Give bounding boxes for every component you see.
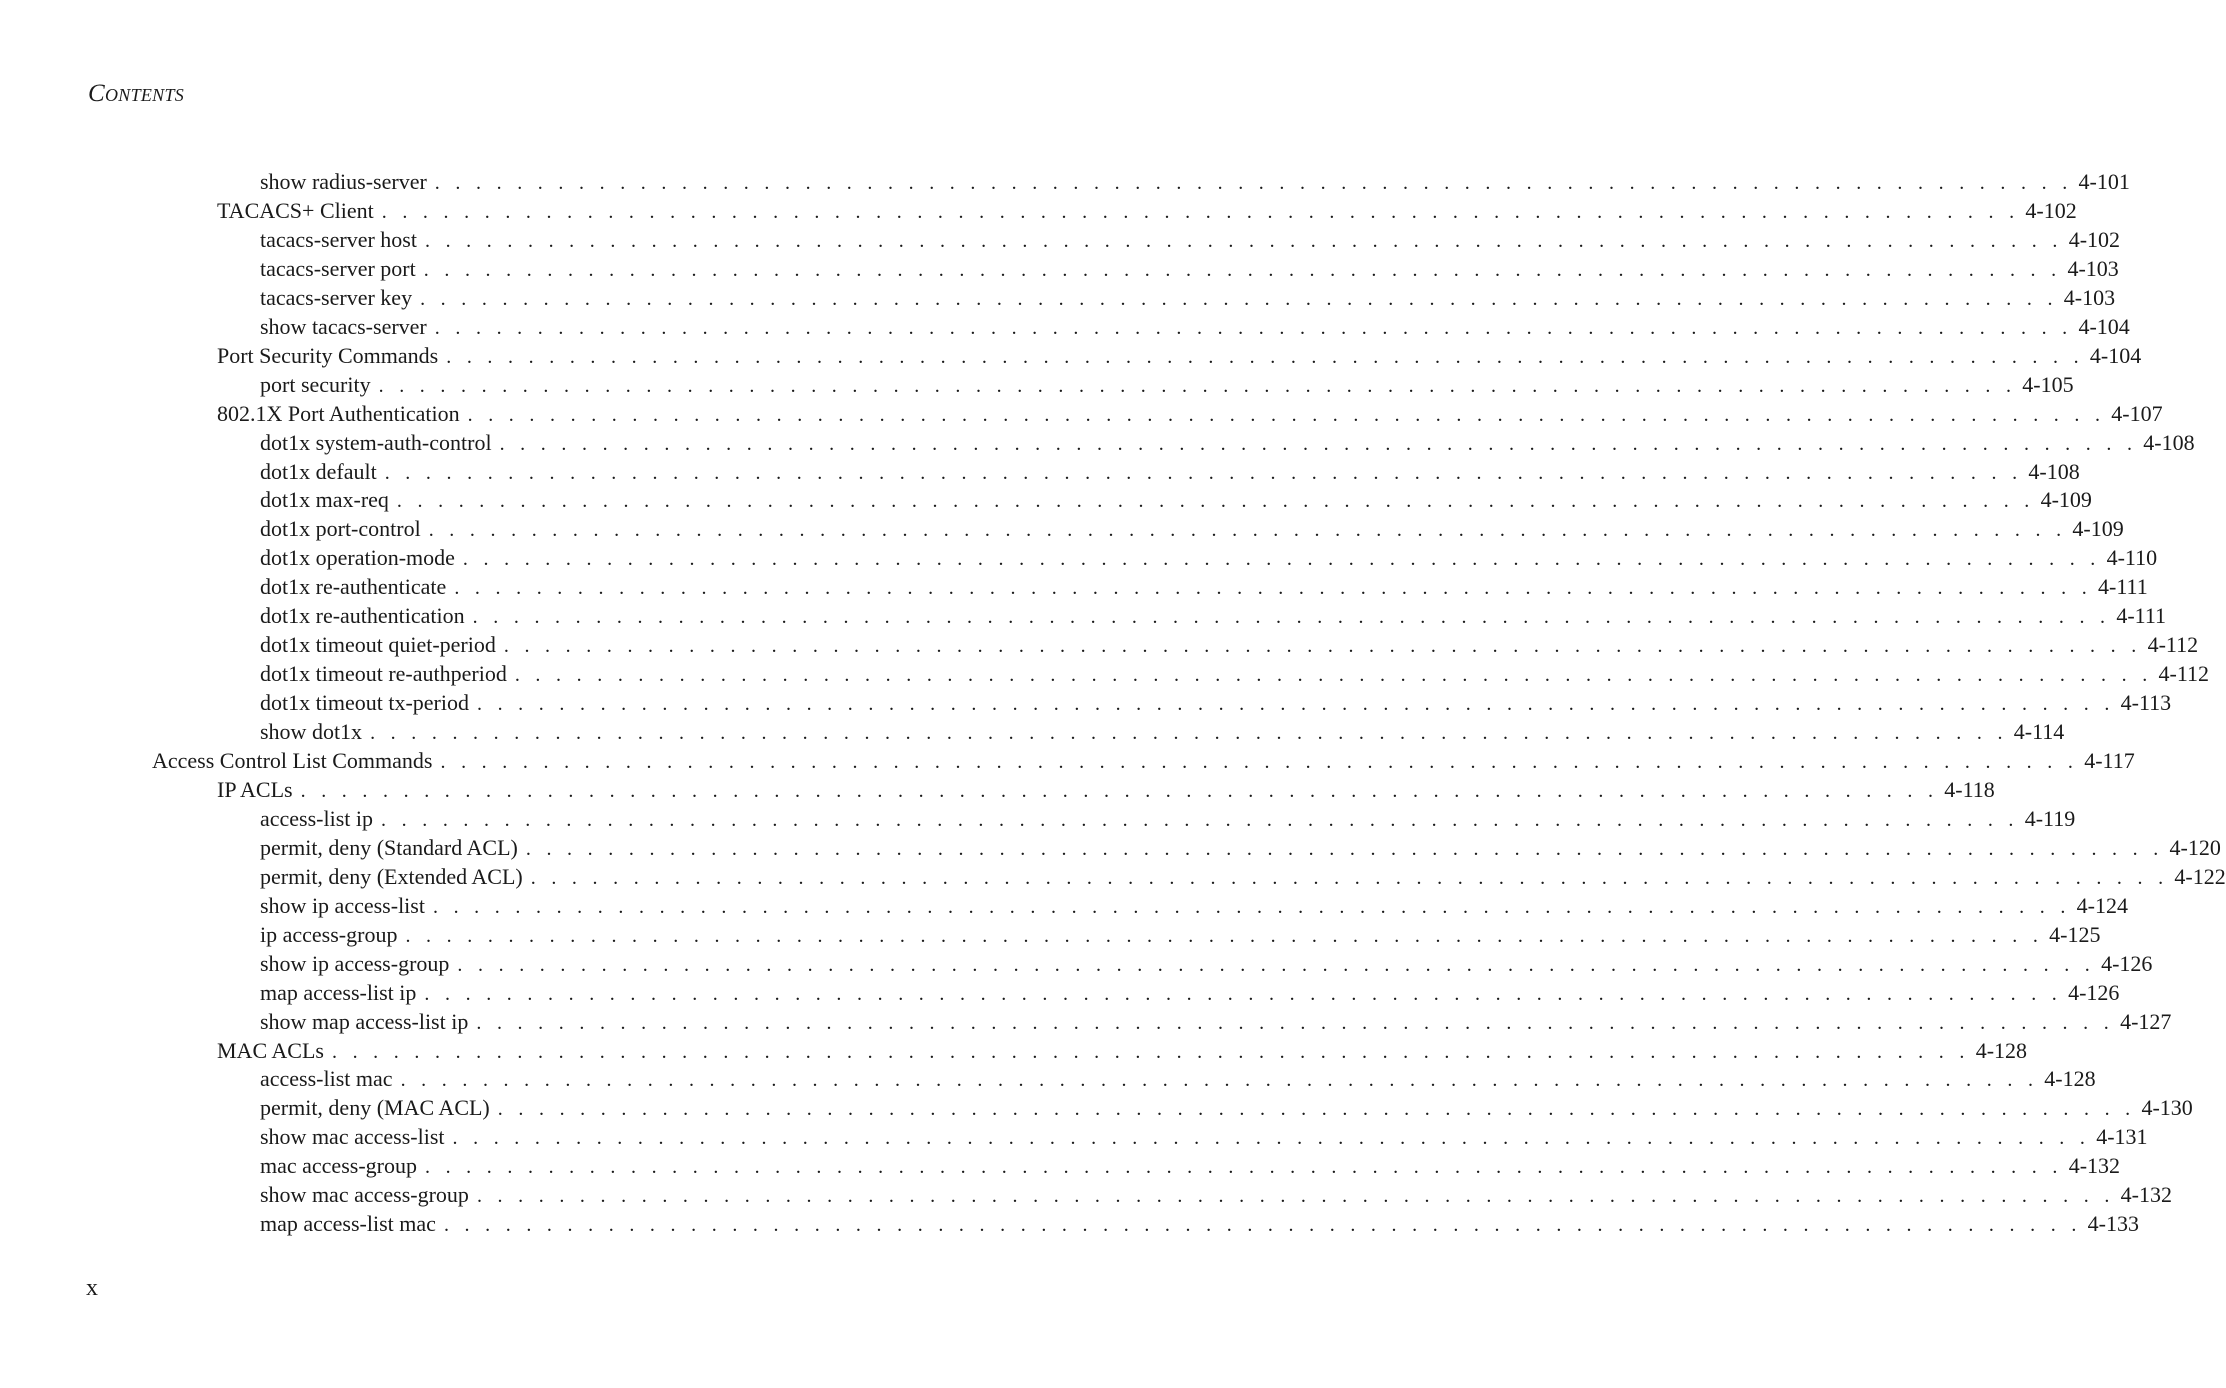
toc-entry[interactable] <box>260 717 2065 746</box>
toc-entry-page: 4-110 <box>2106 545 2158 571</box>
toc-entry-page: 4-109 <box>2072 516 2124 542</box>
toc-entry-page: 4-103 <box>2063 284 2116 310</box>
toc-dot-leader: . . . . . . . . . . . . . . . . . . . . . . . . . . . . . . . . . . . . . . . . . . . . . . . . . . . . . . . . . . . . . . . . . . . . . . . . . . . . . . . . <box>440 751 2079 773</box>
toc-entry-page: 4-120 <box>2169 834 2221 860</box>
toc-dot-leader: . . . . . . . . . . . . . . . . . . . . . . . . . . . . . . . . . . . . . . . . . . . . . . . . . . . . . . . . . . . . . . . . . . . . . . . . . . . . . . . . <box>434 172 2073 194</box>
toc-entry-label: dot1x default <box>260 458 377 484</box>
toc-entry[interactable] <box>260 254 2119 283</box>
toc-dot-leader: . . . . . . . . . . . . . . . . . . . . . . . . . . . . . . . . . . . . . . . . . . . . . . . . . . . . . . . . . . . . . . . . . . . . . . . . . . . . . . . . <box>467 403 2106 426</box>
toc-dot-leader: . . . . . . . . . . . . . . . . . . . . . . . . . . . . . . . . . . . . . . . . . . . . . . . . . . . . . . . . . . . . . . . . . . . . . . . . . . . . . . . . <box>503 635 2142 658</box>
toc-entry-label: show map access-list ip <box>260 1008 469 1034</box>
toc-dot-leader: . . . . . . . . . . . . . . . . . . . . . . . . . . . . . . . . . . . . . . . . . . . . . . . . . . . . . . . . . . . . . . . . . . . . . . . . . . . . . . . . <box>423 258 2062 281</box>
toc-entry-label: map access-list ip <box>260 979 417 1005</box>
toc-entry-label: show dot1x <box>260 719 363 745</box>
toc-entry-page: 4-119 <box>2024 805 2076 831</box>
toc-dot-leader: . . . . . . . . . . . . . . . . . . . . . . . . . . . . . . . . . . . . . . . . . . . . . . . . . . . . . . . . . . . . . . . . . . . . . . . . . . . . . . . . <box>454 577 2093 600</box>
toc-entry-page: 4-125 <box>2049 921 2101 947</box>
toc-entry[interactable] <box>260 862 2226 891</box>
toc-entry[interactable] <box>260 1151 2121 1180</box>
toc-dot-leader: . . . . . . . . . . . . . . . . . . . . . . . . . . . . . . . . . . . . . . . . . . . . . . . . . . . . . . . . . . . . . . . . . . . . . . . . . . . . . . . . <box>432 895 2071 918</box>
toc-entry-label: show ip access-list <box>260 892 425 918</box>
toc-entry[interactable] <box>260 978 2120 1007</box>
toc-dot-leader: . . . . . . . . . . . . . . . . . . . . . . . . . . . . . . . . . . . . . . . . . . . . . . . . . . . . . . . . . . . . . . . . . . . . . . . . . . . . . . . . <box>370 722 2008 745</box>
toc-entry-page: 4-108 <box>2143 429 2195 455</box>
toc-entry[interactable] <box>260 630 2199 659</box>
toc-entry-page: 4-122 <box>2174 863 2226 889</box>
toc-entry-page: 4-127 <box>2120 1008 2172 1034</box>
toc-dot-leader: . . . . . . . . . . . . . . . . . . . . . . . . . . . . . . . . . . . . . . . . . . . . . . . . . . . . . . . . . . . . . . . . . . . . . . . . . . . . . . . . <box>396 490 2035 513</box>
toc-entry-page: 4-102 <box>2068 226 2121 252</box>
toc-entry-label: dot1x timeout re-authperiod <box>260 661 507 687</box>
toc-entry-label: IP ACLs <box>217 776 293 802</box>
toc-entry[interactable] <box>260 370 2074 399</box>
toc-dot-leader: . . . . . . . . . . . . . . . . . . . . . . . . . . . . . . . . . . . . . . . . . . . . . . . . . . . . . . . . . . . . . . . . . . . . . . . . . . . . . . . . <box>476 1185 2115 1208</box>
toc-entry[interactable] <box>217 341 2142 370</box>
toc-dot-leader: . . . . . . . . . . . . . . . . . . . . . . . . . . . . . . . . . . . . . . . . . . . . . . . . . . . . . . . . . . . . . . . . . . . . . . . . . . . . . . . . <box>497 1098 2136 1121</box>
toc-entry[interactable] <box>260 225 2121 254</box>
toc-entry[interactable] <box>217 399 2163 428</box>
toc-entry-label: show radius-server <box>260 169 427 194</box>
toc-entry-page: 4-133 <box>2087 1211 2139 1237</box>
toc-entry-page: 4-132 <box>2120 1182 2172 1208</box>
toc-entry-label: map access-list mac <box>260 1211 436 1237</box>
toc-entry-label: port security <box>260 371 371 397</box>
toc-entry-label: tacacs-server key <box>260 284 413 310</box>
toc-entry-page: 4-107 <box>2111 400 2163 426</box>
toc-dot-leader: . . . . . . . . . . . . . . . . . . . . . . . . . . . . . . . . . . . . . . . . . . . . . . . . . . . . . . . . . . . . . . . . . . . . . . . . . . . . . . . . <box>530 866 2169 889</box>
toc-dot-leader: . . . . . . . . . . . . . . . . . . . . . . . . . . . . . . . . . . . . . . . . . . . . . . . . . . . . . . . . . . . . . . . . . . . . . . . . . . . . . . . . <box>514 664 2153 687</box>
toc-entry-label: mac access-group <box>260 1153 417 1179</box>
toc-dot-leader: . . . . . . . . . . . . . . . . . . . . . . . . . . . . . . . . . . . . . . . . . . . . . . . . . . . . . . . . . . . . . . . . . . . . . . . . . . . . . . . . <box>434 316 2073 339</box>
toc-entry-page: 4-124 <box>2076 892 2128 918</box>
toc-entry-page: 4-128 <box>2044 1066 2096 1092</box>
toc-dot-leader: . . . . . . . . . . . . . . . . . . . . . . . . . . . . . . . . . . . . . . . . . . . . . . . . . . . . . . . . . . . . . . . . . . . . . . . . . . . . . . . . <box>300 779 1939 802</box>
toc-entry-label: Access Control List Commands <box>152 748 433 773</box>
toc-entry-page: 4-130 <box>2141 1095 2193 1121</box>
toc-dot-leader: . . . . . . . . . . . . . . . . . . . . . . . . . . . . . . . . . . . . . . . . . . . . . . . . . . . . . . . . . . . . . . . . . . . . . . . . . . . . . . . . <box>443 1214 2082 1237</box>
toc-entry[interactable] <box>260 1209 2139 1238</box>
toc-entry-label: MAC ACLs <box>217 1037 324 1063</box>
toc-entry[interactable] <box>260 1180 2172 1209</box>
toc-entry-page: 4-108 <box>2028 458 2080 484</box>
toc-entry-page: 4-131 <box>2096 1124 2148 1150</box>
toc-entry[interactable] <box>260 1007 2172 1036</box>
toc-dot-leader: . . . . . . . . . . . . . . . . . . . . . . . . . . . . . . . . . . . . . . . . . . . . . . . . . . . . . . . . . . . . . . . . . . . . . . . . . . . . . . . . <box>378 374 2017 397</box>
toc-entry[interactable] <box>260 659 2210 688</box>
toc-dot-leader: . . . . . . . . . . . . . . . . . . . . . . . . . . . . . . . . . . . . . . . . . . . . . . . . . . . . . . . . . . . . . . . . . . . . . . . . . . . . . . . . <box>424 229 2063 252</box>
toc-entry[interactable] <box>260 804 2076 833</box>
toc-entry-page: 4-114 <box>2013 719 2065 745</box>
toc-entry-page: 4-112 <box>2158 661 2210 687</box>
toc-dot-leader: . . . . . . . . . . . . . . . . . . . . . . . . . . . . . . . . . . . . . . . . . . . . . . . . . . . . . . . . . . . . . . . . . . . . . . . . . . . . . . . . <box>381 200 2020 223</box>
toc-entry-label: show mac access-group <box>260 1182 469 1208</box>
toc-dot-leader: . . . . . . . . . . . . . . . . . . . . . . . . . . . . . . . . . . . . . . . . . . . . . . . . . . . . . . . . . . . . . . . . . . . . . . . . . . . . . . . . <box>420 287 2058 310</box>
toc-entry[interactable] <box>260 485 2092 514</box>
toc-entry-page: 4-132 <box>2068 1153 2121 1179</box>
toc-entry-label: dot1x timeout tx-period <box>260 690 469 716</box>
toc-entry-page: 4-111 <box>2098 574 2148 600</box>
toc-entry-label: Port Security Commands <box>217 342 439 368</box>
toc-entry[interactable] <box>260 514 2124 543</box>
toc-entry[interactable] <box>260 920 2101 949</box>
toc-dot-leader: . . . . . . . . . . . . . . . . . . . . . . . . . . . . . . . . . . . . . . . . . . . . . . . . . . . . . . . . . . . . . . . . . . . . . . . . . . . . . . . . <box>331 1040 1970 1063</box>
toc-entry-page: 4-113 <box>2120 690 2172 716</box>
toc-entry[interactable] <box>260 283 2116 312</box>
toc-entry-label: dot1x re-authenticate <box>260 574 447 600</box>
toc-entry-label: access-list mac <box>260 1066 393 1092</box>
toc-entry[interactable] <box>260 167 2130 196</box>
toc-dot-leader: . . . . . . . . . . . . . . . . . . . . . . . . . . . . . . . . . . . . . . . . . . . . . . . . . . . . . . . . . . . . . . . . . . . . . . . . . . . . . . . . <box>457 953 2096 976</box>
toc-entry[interactable] <box>260 1064 2096 1093</box>
toc-entry[interactable] <box>260 688 2172 717</box>
toc-entry-page: 4-105 <box>2022 371 2074 397</box>
toc-dot-leader: . . . . . . . . . . . . . . . . . . . . . . . . . . . . . . . . . . . . . . . . . . . . . . . . . . . . . . . . . . . . . . . . . . . . . . . . . . . . . . . . <box>476 693 2115 716</box>
toc-entry[interactable] <box>152 746 2135 775</box>
toc-entry[interactable] <box>260 833 2221 862</box>
toc-entry[interactable] <box>260 891 2128 920</box>
toc-dot-leader: . . . . . . . . . . . . . . . . . . . . . . . . . . . . . . . . . . . . . . . . . . . . . . . . . . . . . . . . . . . . . . . . . . . . . . . . . . . . . . . . <box>446 345 2084 368</box>
toc-entry-label: tacacs-server port <box>260 255 416 281</box>
toc-entry-label: show tacacs-server <box>260 313 427 339</box>
toc-dot-leader: . . . . . . . . . . . . . . . . . . . . . . . . . . . . . . . . . . . . . . . . . . . . . . . . . . . . . . . . . . . . . . . . . . . . . . . . . . . . . . . . <box>424 982 2063 1005</box>
toc-dot-leader: . . . . . . . . . . . . . . . . . . . . . . . . . . . . . . . . . . . . . . . . . . . . . . . . . . . . . . . . . . . . . . . . . . . . . . . . . . . . . . . . <box>476 1011 2115 1034</box>
toc-entry[interactable] <box>217 196 2077 225</box>
toc-entry-page: 4-104 <box>2078 313 2130 339</box>
toc-entry-label: permit, deny (MAC ACL) <box>260 1095 490 1121</box>
toc-entry[interactable] <box>260 1093 2193 1122</box>
toc-entry-label: dot1x operation-mode <box>260 545 455 571</box>
toc-entry[interactable] <box>260 1122 2148 1151</box>
toc-entry-page: 4-126 <box>2068 979 2120 1005</box>
toc-entry-label: show ip access-group <box>260 950 450 976</box>
toc-entry-page: 4-104 <box>2089 342 2142 368</box>
page-number: x <box>86 1275 98 1301</box>
toc-dot-leader: . . . . . . . . . . . . . . . . . . . . . . . . . . . . . . . . . . . . . . . . . . . . . . . . . . . . . . . . . . . . . . . . . . . . . . . . . . . . . . . . <box>405 924 2044 947</box>
toc-entry-page: 4-101 <box>2078 169 2130 194</box>
toc-entry-page: 4-111 <box>2116 603 2167 629</box>
toc-entry-label: dot1x timeout quiet-period <box>260 632 496 658</box>
toc-entry-label: dot1x system-auth-control <box>260 429 492 455</box>
toc-entry[interactable] <box>260 457 2080 486</box>
toc-entry-page: 4-128 <box>1975 1037 2028 1063</box>
toc-dot-leader: . . . . . . . . . . . . . . . . . . . . . . . . . . . . . . . . . . . . . . . . . . . . . . . . . . . . . . . . . . . . . . . . . . . . . . . . . . . . . . . . <box>499 432 2138 455</box>
toc-dot-leader: . . . . . . . . . . . . . . . . . . . . . . . . . . . . . . . . . . . . . . . . . . . . . . . . . . . . . . . . . . . . . . . . . . . . . . . . . . . . . . . . <box>381 808 2019 831</box>
toc-entry[interactable] <box>260 543 2158 572</box>
toc-entry-label: tacacs-server host <box>260 226 417 252</box>
toc-entry-page: 4-117 <box>2084 748 2135 773</box>
toc-entry[interactable] <box>260 428 2195 457</box>
page-header-title: Contents <box>88 80 185 107</box>
toc-entry-label: TACACS+ Client <box>217 197 374 223</box>
toc-entry[interactable] <box>260 601 2167 630</box>
toc-entry-label: dot1x re-authentication <box>260 603 465 629</box>
toc-entry[interactable] <box>217 775 1995 804</box>
toc-entry-label: 802.1X Port Authentication <box>217 400 460 426</box>
toc-entry[interactable] <box>260 312 2130 341</box>
toc-entry-page: 4-102 <box>2025 197 2077 223</box>
toc-dot-leader: . . . . . . . . . . . . . . . . . . . . . . . . . . . . . . . . . . . . . . . . . . . . . . . . . . . . . . . . . . . . . . . . . . . . . . . . . . . . . . . . <box>424 1156 2063 1179</box>
toc-entry-page: 4-126 <box>2101 950 2153 976</box>
toc-dot-leader: . . . . . . . . . . . . . . . . . . . . . . . . . . . . . . . . . . . . . . . . . . . . . . . . . . . . . . . . . . . . . . . . . . . . . . . . . . . . . . . . <box>384 461 2023 484</box>
toc-entry-page: 4-118 <box>1944 776 1995 802</box>
toc-dot-leader: . . . . . . . . . . . . . . . . . . . . . . . . . . . . . . . . . . . . . . . . . . . . . . . . . . . . . . . . . . . . . . . . . . . . . . . . . . . . . . . . <box>400 1069 2039 1092</box>
toc-entry-label: permit, deny (Standard ACL) <box>260 834 518 860</box>
toc-entry-label: dot1x max-req <box>260 487 389 513</box>
toc-dot-leader: . . . . . . . . . . . . . . . . . . . . . . . . . . . . . . . . . . . . . . . . . . . . . . . . . . . . . . . . . . . . . . . . . . . . . . . . . . . . . . . . <box>525 837 2164 860</box>
toc-entry[interactable] <box>260 572 2148 601</box>
toc-dot-leader: . . . . . . . . . . . . . . . . . . . . . . . . . . . . . . . . . . . . . . . . . . . . . . . . . . . . . . . . . . . . . . . . . . . . . . . . . . . . . . . . <box>462 548 2101 571</box>
toc-entry-label: show mac access-list <box>260 1124 445 1150</box>
toc-entry-page: 4-112 <box>2147 632 2199 658</box>
toc-entry-label: ip access-group <box>260 921 398 947</box>
toc-entry-page: 4-103 <box>2067 255 2119 281</box>
toc-dot-leader: . . . . . . . . . . . . . . . . . . . . . . . . . . . . . . . . . . . . . . . . . . . . . . . . . . . . . . . . . . . . . . . . . . . . . . . . . . . . . . . . <box>452 1127 2091 1150</box>
toc-dot-leader: . . . . . . . . . . . . . . . . . . . . . . . . . . . . . . . . . . . . . . . . . . . . . . . . . . . . . . . . . . . . . . . . . . . . . . . . . . . . . . . . <box>428 519 2067 542</box>
toc-entry-label: dot1x port-control <box>260 516 421 542</box>
toc-entry-label: permit, deny (Extended ACL) <box>260 863 523 889</box>
toc-entry[interactable] <box>217 1036 2028 1065</box>
toc-entry-label: access-list ip <box>260 805 374 831</box>
toc-dot-leader: . . . . . . . . . . . . . . . . . . . . . . . . . . . . . . . . . . . . . . . . . . . . . . . . . . . . . . . . . . . . . . . . . . . . . . . . . . . . . . . . <box>472 606 2111 629</box>
toc-entry-page: 4-109 <box>2040 487 2092 513</box>
toc-entry[interactable] <box>260 949 2153 978</box>
